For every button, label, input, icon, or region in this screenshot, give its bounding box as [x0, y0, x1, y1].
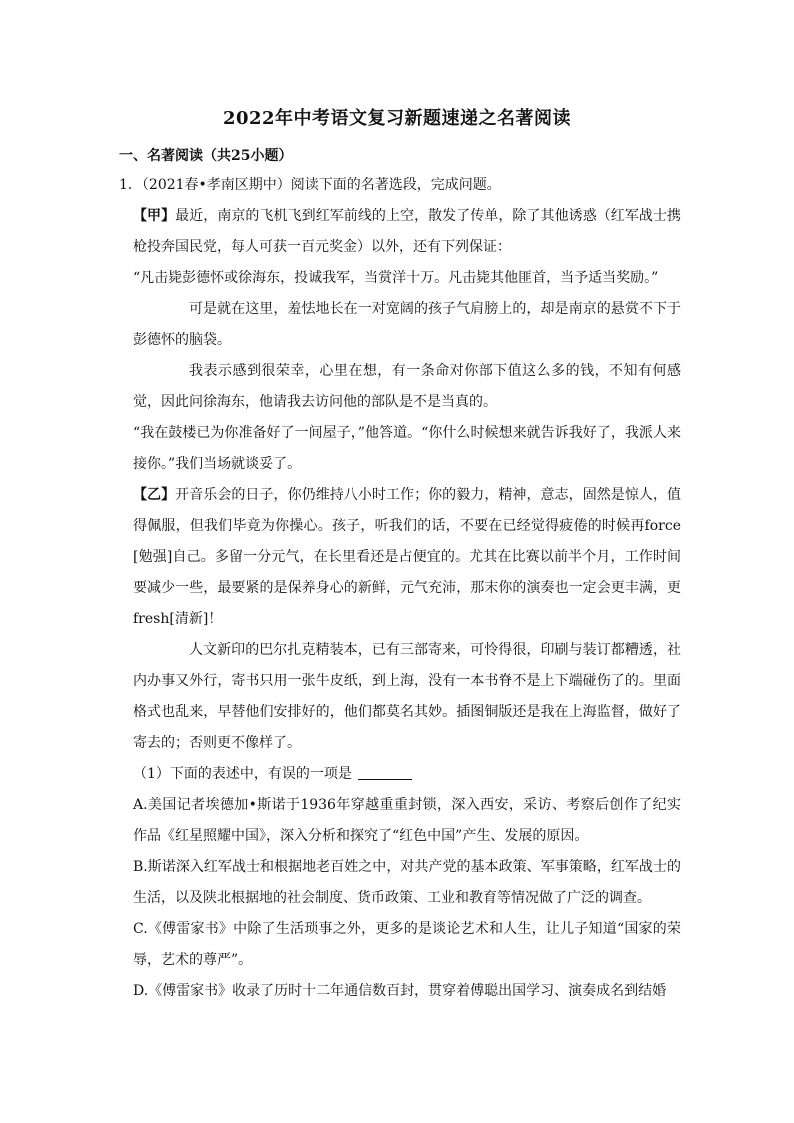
passage-a-paragraph-1 [119, 201, 681, 263]
passage-a-text-1: 最近，南京的飞机飞到红军前线的上空，散发了传单，除了其他诱惑（红军战士携枪投奔国民党，每人可获一百元奖金）以外，还有下列保证： [133, 208, 682, 255]
passage-a-paragraph-3: 可是就在这里，羞怯地长在一对宽阔的孩子气肩膀上的，却是南京的悬赏不下于彭德怀的脑袋。 [133, 301, 681, 348]
question-stem-text: （2021春•孝南区期中）阅读下面的名著选段，完成问题。 [141, 177, 501, 193]
sub-question-text: （1）下面的表述中，有误的一项是 [133, 766, 352, 782]
option-a: A.美国记者埃德加•斯诺于1936年穿越重重封锁，深入西安，采访、考察后创作了纪实作品《红星照耀中国》，深入分析和探究了“红色中国”产生、发展的原因。 [133, 797, 681, 844]
document-body [119, 170, 681, 1007]
option-c: C.《傅雷家书》中除了生活琐事之外，更多的是谈论艺术和人生，让儿子知道“国家的荣辱，艺术的尊严”。 [133, 921, 681, 968]
option-d: D.《傅雷家书》收录了历时十二年通信数百封，贯穿着傅聪出国学习、演奏成名到结婚 [133, 983, 667, 999]
passage-a-paragraph-4: 我表示感到很荣幸，心里在想，有一条命对你部下值这么多的钱，不知有何感觉，因此问徐海东，他请我去访问他的部队是不是当真的。 [133, 363, 681, 410]
passage-a-label: 【甲】 [133, 208, 176, 224]
passage-b-paragraph-1 [119, 480, 681, 635]
passage-b-paragraph-2: 人文新印的巴尔扎克精装本，已有三部寄来，可怜得很，印刷与装订都糟透，社内办事又外行，寄书只用一张牛皮纸，到上海，没有一本书脊不是上下端碰伤了的。里面格式也乱来，早替他们安排好的，他们都莫名其妙。插图铜版还是我在上海监督，做好了寄去的；否则更不像样了。 [133, 642, 681, 751]
document-title: 2022年中考语文复习新题速递之名著阅读 [222, 108, 572, 129]
answer-blank[interactable] [358, 765, 412, 780]
section-heading: 一、名著阅读（共25小题） [119, 148, 293, 164]
passage-a-paragraph-5: “我在鼓楼已为你准备好了一间屋子，”他答道。“你什么时候想来就告诉我好了，我派人来接你。”我们当场就谈妥了。 [133, 425, 681, 472]
passage-b-label: 【乙】 [133, 487, 176, 503]
sub-question [119, 759, 681, 790]
question-number: 1． [119, 177, 142, 193]
question-stem [119, 170, 681, 201]
passage-b-text-1: 开音乐会的日子，你仍维持八小时工作；你的毅力，精神，意志，固然是惊人，值得佩服，但我们毕竟为你操心。孩子，听我们的话，不要在已经觉得疲倦的时候再force[勉强]自己。多留一分元气，在长里看还是占便宜的。尤其在比赛以前半个月，工作时间要减少一些，最要紧的是保养身心的新鲜，元气充沛，那末你的演奏也一定会更丰满，更fresh[清新]！ [133, 487, 682, 627]
option-b: B.斯诺深入红军战士和根据地老百姓之中，对共产党的基本政策、军事策略，红军战士的生活，以及陕北根据地的社会制度、货币政策、工业和教育等情况做了广泛的调查。 [133, 859, 681, 906]
passage-a-paragraph-2: “凡击毙彭德怀或徐海东，投诚我军，当赏洋十万。凡击毙其他匪首，当予适当奖励。” [133, 270, 659, 286]
